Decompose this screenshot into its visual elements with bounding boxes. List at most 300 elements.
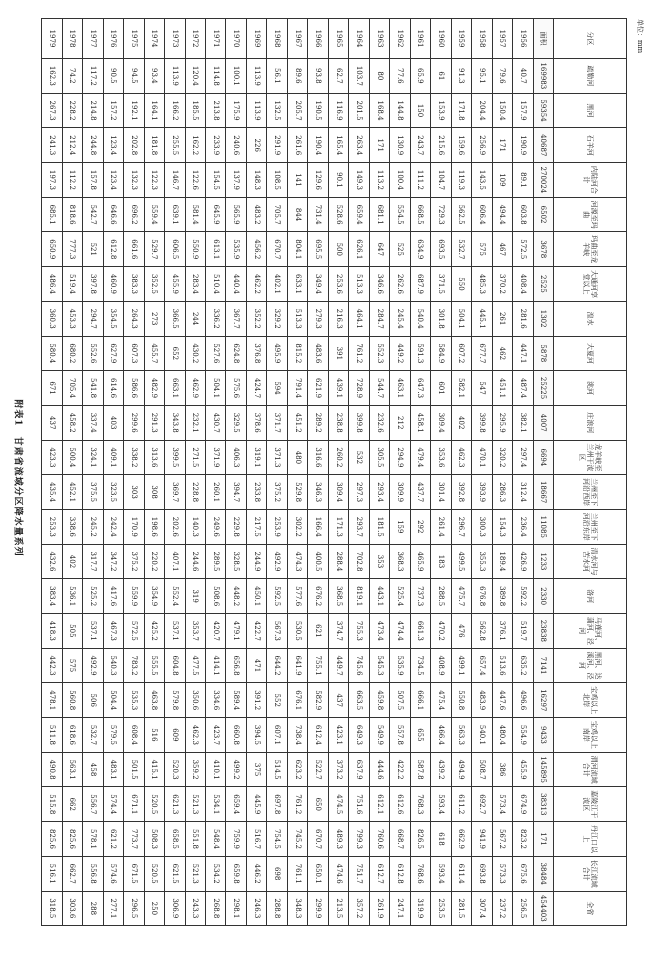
table-cell: 299.9 bbox=[308, 891, 328, 926]
table-cell: 237.2 bbox=[492, 891, 512, 926]
table-cell: 109 bbox=[492, 163, 512, 198]
table-cell: 93.4 bbox=[144, 59, 164, 94]
table-cell: 612.8 bbox=[103, 232, 123, 267]
table-cell: 318.5 bbox=[42, 891, 63, 926]
table-cell: 621 bbox=[308, 614, 328, 649]
table-cell: 693.8 bbox=[472, 856, 492, 891]
table-cell: 144.8 bbox=[390, 93, 410, 128]
table-cell: 534.2 bbox=[206, 856, 226, 891]
table-cell: 563.3 bbox=[451, 718, 471, 753]
table-cell: 455.9 bbox=[513, 752, 533, 787]
table-cell: 293.4 bbox=[369, 475, 389, 510]
header-cell: 河源至玛曲 bbox=[554, 197, 627, 232]
table-cell: 352.5 bbox=[144, 267, 164, 302]
table-cell: 420.7 bbox=[206, 614, 226, 649]
table-cell: 229.8 bbox=[226, 509, 246, 544]
table-cell: 113.9 bbox=[246, 59, 266, 94]
table-cell: 399.5 bbox=[165, 440, 185, 475]
table-cell: 23838 bbox=[533, 614, 553, 649]
table-cell: 393.9 bbox=[472, 475, 492, 510]
table-cell: 292 bbox=[410, 509, 430, 544]
table-cell: 289.5 bbox=[206, 544, 226, 579]
table-cell: 662.7 bbox=[62, 856, 82, 891]
header-cell: 洛河 bbox=[554, 579, 627, 614]
table-cell: 556.8 bbox=[83, 856, 103, 891]
header-cell: 大通河享堂以上 bbox=[554, 267, 627, 302]
table-cell: 297.4 bbox=[513, 440, 533, 475]
table-cell: 89.6 bbox=[287, 59, 307, 94]
table-cell: 171.3 bbox=[328, 509, 348, 544]
table-cell: 573.3 bbox=[492, 856, 512, 891]
table-cell: 394.7 bbox=[226, 475, 246, 510]
table-cell: 432.6 bbox=[42, 544, 63, 579]
table-cell: 676.1 bbox=[287, 683, 307, 718]
table-cell: 661.3 bbox=[410, 614, 430, 649]
table-cell: 480.4 bbox=[492, 718, 512, 753]
table-cell: 312.4 bbox=[513, 475, 533, 510]
table-cell: 489.3 bbox=[328, 822, 348, 857]
row-label: 1976 bbox=[103, 19, 123, 59]
table-cell: 455.7 bbox=[144, 336, 164, 371]
table-cell: 397.8 bbox=[83, 267, 103, 302]
header-cell: 宝鸡以上南岸 bbox=[554, 718, 627, 753]
table-cell: 336.2 bbox=[206, 301, 226, 336]
table-cell: 540.4 bbox=[410, 301, 430, 336]
table-cell: 117.2 bbox=[83, 59, 103, 94]
table-cell: 536.1 bbox=[62, 579, 82, 614]
table-cell: 261.4 bbox=[431, 509, 451, 544]
table-cell: 729.3 bbox=[431, 197, 451, 232]
table-cell: 575 bbox=[62, 648, 82, 683]
table-cell: 532.7 bbox=[451, 232, 471, 267]
table-cell: 94.5 bbox=[124, 59, 144, 94]
table-cell: 300.3 bbox=[472, 509, 492, 544]
table-cell: 244.9 bbox=[246, 544, 266, 579]
table-cell: 670.7 bbox=[267, 232, 287, 267]
table-cell: 80 bbox=[369, 59, 389, 94]
table-cell: 499.1 bbox=[451, 648, 471, 683]
table-cell: 567.2 bbox=[492, 822, 512, 857]
table-cell: 309.4 bbox=[328, 475, 348, 510]
table-cell: 761.2 bbox=[349, 336, 369, 371]
table-cell: 146.7 bbox=[165, 163, 185, 198]
table-cell: 373.2 bbox=[328, 752, 348, 787]
table-cell: 458.2 bbox=[62, 405, 82, 440]
table-cell: 232.6 bbox=[369, 405, 389, 440]
table-cell: 132.3 bbox=[124, 163, 144, 198]
table-cell: 680.2 bbox=[62, 336, 82, 371]
table-cell: 677.7 bbox=[472, 336, 492, 371]
table-cell: 483.9 bbox=[472, 683, 492, 718]
table-cell: 470.1 bbox=[472, 440, 492, 475]
table-cell: 573.4 bbox=[492, 787, 512, 822]
table-cell: 621.5 bbox=[165, 856, 185, 891]
table-cell: 494.9 bbox=[451, 752, 471, 787]
table-cell: 409.1 bbox=[103, 440, 123, 475]
table-cell: 149.3 bbox=[349, 163, 369, 198]
table-row bbox=[349, 19, 369, 926]
table-cell: 791.4 bbox=[287, 371, 307, 406]
table-cell: 267.3 bbox=[42, 93, 63, 128]
table-cell: 646.6 bbox=[103, 197, 123, 232]
table-cell: 301.8 bbox=[431, 301, 451, 336]
table-cell: 435.4 bbox=[42, 475, 63, 510]
table-cell: 697.8 bbox=[267, 787, 287, 822]
table-cell: 74.2 bbox=[62, 59, 82, 94]
table-cell: 463.8 bbox=[144, 683, 164, 718]
table-cell: 299.6 bbox=[124, 405, 144, 440]
table-cell: 556.7 bbox=[83, 787, 103, 822]
table-cell: 453.3 bbox=[62, 301, 82, 336]
table-cell: 317.7 bbox=[83, 544, 103, 579]
row-label: 1974 bbox=[144, 19, 164, 59]
table-cell: 530.5 bbox=[287, 614, 307, 649]
row-label: 1959 bbox=[451, 19, 471, 59]
table-cell: 204.4 bbox=[472, 93, 492, 128]
table-cell: 7141 bbox=[533, 648, 553, 683]
table-cell: 189.4 bbox=[492, 544, 512, 579]
table-cell: 818.6 bbox=[62, 197, 82, 232]
table-cell: 577.6 bbox=[287, 579, 307, 614]
table-cell: 122.6 bbox=[185, 163, 205, 198]
table-row bbox=[287, 19, 307, 926]
table-cell: 557.8 bbox=[390, 718, 410, 753]
header-cell: 嘉陵江干流区 bbox=[554, 787, 627, 822]
table-cell: 383.4 bbox=[42, 579, 63, 614]
table-cell: 641.9 bbox=[287, 648, 307, 683]
table-cell: 294.7 bbox=[83, 301, 103, 336]
table-cell: 562.5 bbox=[451, 197, 471, 232]
table-cell: 475.7 bbox=[451, 579, 471, 614]
table-cell: 825.6 bbox=[42, 822, 63, 857]
table-cell: 296.7 bbox=[451, 509, 471, 544]
table-cell: 734.5 bbox=[410, 648, 430, 683]
row-label: 1970 bbox=[226, 19, 246, 59]
table-cell: 93.8 bbox=[308, 59, 328, 94]
table-cell: 705.7 bbox=[267, 197, 287, 232]
table-cell: 143.5 bbox=[472, 163, 492, 198]
table-cell: 309.9 bbox=[390, 475, 410, 510]
table-cell: 670.7 bbox=[308, 822, 328, 857]
table-cell: 256.9 bbox=[472, 128, 492, 163]
table-cell: 623.2 bbox=[287, 752, 307, 787]
table-cell: 532.7 bbox=[83, 718, 103, 753]
table-cell: 270024 bbox=[533, 163, 553, 198]
table-cell: 400.5 bbox=[308, 544, 328, 579]
table-cell: 505 bbox=[62, 614, 82, 649]
table-cell: 415.1 bbox=[144, 752, 164, 787]
table-cell: 253.9 bbox=[267, 509, 287, 544]
table-cell: 614.6 bbox=[103, 371, 123, 406]
table-row bbox=[390, 19, 410, 926]
table-cell: 479.4 bbox=[410, 440, 430, 475]
table-cell: 123.4 bbox=[103, 128, 123, 163]
table-cell: 338.6 bbox=[62, 509, 82, 544]
table-cell: 745.2 bbox=[287, 822, 307, 857]
table-cell: 504.1 bbox=[451, 301, 471, 336]
unit-label: 单位：mm bbox=[636, 18, 644, 54]
table-cell: 375.5 bbox=[83, 475, 103, 510]
table-cell: 255.5 bbox=[165, 128, 185, 163]
table-cell: 284.7 bbox=[369, 301, 389, 336]
table-cell: 169983 bbox=[533, 59, 553, 94]
table-cell: 40687 bbox=[533, 128, 553, 163]
table-cell: 294.9 bbox=[390, 440, 410, 475]
table-cell: 671.1 bbox=[124, 787, 144, 822]
table-cell: 550.8 bbox=[451, 683, 471, 718]
table-cell: 402 bbox=[451, 405, 471, 440]
row-label: 1977 bbox=[83, 19, 103, 59]
table-cell: 238.8 bbox=[328, 405, 348, 440]
table-cell: 452.1 bbox=[62, 475, 82, 510]
header-cell: 石羊河 bbox=[554, 128, 627, 163]
table-cell: 626.1 bbox=[349, 232, 369, 267]
table-cell: 198.6 bbox=[144, 509, 164, 544]
table-cell: 375.2 bbox=[267, 475, 287, 510]
table-cell: 370.2 bbox=[492, 267, 512, 302]
table-cell: 242.4 bbox=[103, 509, 123, 544]
table-cell: 62.7 bbox=[328, 59, 348, 94]
table-cell: 389.8 bbox=[492, 579, 512, 614]
table-cell: 783.2 bbox=[124, 648, 144, 683]
table-cell: 552.3 bbox=[369, 336, 389, 371]
table-cell: 823.2 bbox=[513, 822, 533, 857]
table-cell: 212.4 bbox=[62, 128, 82, 163]
table-cell: 337.4 bbox=[83, 405, 103, 440]
table-cell: 738.4 bbox=[287, 718, 307, 753]
table-cell: 671 bbox=[42, 371, 63, 406]
table-cell: 612.6 bbox=[390, 787, 410, 822]
table-cell: 352.2 bbox=[246, 301, 266, 336]
table-cell: 61 bbox=[431, 59, 451, 94]
header-cell: 疏勒河 bbox=[554, 59, 627, 94]
table-cell: 513.3 bbox=[287, 301, 307, 336]
table-cell: 260.1 bbox=[206, 475, 226, 510]
table-cell: 89.1 bbox=[513, 163, 533, 198]
table-cell: 418.3 bbox=[42, 614, 63, 649]
table-cell: 584.9 bbox=[431, 336, 451, 371]
table-cell: 165.4 bbox=[328, 128, 348, 163]
table-cell: 346.3 bbox=[308, 475, 328, 510]
table-cell: 645.9 bbox=[206, 197, 226, 232]
table-cell: 467 bbox=[492, 232, 512, 267]
header-row bbox=[554, 19, 627, 926]
table-cell: 751.7 bbox=[349, 856, 369, 891]
table-row bbox=[226, 19, 246, 926]
row-label: 1964 bbox=[349, 19, 369, 59]
table-cell: 159.6 bbox=[451, 128, 471, 163]
table-cell: 650 bbox=[308, 787, 328, 822]
table-cell: 462 bbox=[492, 336, 512, 371]
table-cell: 59354 bbox=[533, 93, 553, 128]
table-cell: 114.8 bbox=[206, 59, 226, 94]
table-cell: 529.7 bbox=[144, 232, 164, 267]
header-cell: 兰州至下河沿西岸 bbox=[554, 475, 627, 510]
table-cell: 343.8 bbox=[165, 405, 185, 440]
table-cell: 613.1 bbox=[206, 232, 226, 267]
table-cell: 18667 bbox=[533, 475, 553, 510]
table-cell: 375.2 bbox=[124, 544, 144, 579]
row-label: 1979 bbox=[42, 19, 63, 59]
table-cell: 245.2 bbox=[83, 509, 103, 544]
header-cell: 黑河 bbox=[554, 93, 627, 128]
table-cell: 216.3 bbox=[328, 301, 348, 336]
table-cell: 537.1 bbox=[165, 614, 185, 649]
table-cell: 123.4 bbox=[103, 163, 123, 198]
header-cell: 宝鸡以上北岸 bbox=[554, 683, 627, 718]
table-cell: 288 bbox=[83, 891, 103, 926]
table-cell: 162.3 bbox=[42, 59, 63, 94]
table-cell: 681.1 bbox=[369, 197, 389, 232]
table-cell: 799.3 bbox=[349, 822, 369, 857]
table-cell: 91.3 bbox=[451, 59, 471, 94]
table-cell: 540.3 bbox=[103, 648, 123, 683]
table-cell: 755.1 bbox=[308, 648, 328, 683]
table-cell: 359.2 bbox=[185, 752, 205, 787]
table-cell: 516.7 bbox=[246, 822, 266, 857]
table-row bbox=[369, 19, 389, 926]
table-cell: 253.6 bbox=[328, 267, 348, 302]
table-cell: 157.9 bbox=[513, 93, 533, 128]
table-cell: 268.8 bbox=[206, 891, 226, 926]
table-cell: 479.1 bbox=[226, 614, 246, 649]
table-cell: 185.5 bbox=[185, 93, 205, 128]
table-cell: 582.1 bbox=[451, 371, 471, 406]
row-label: 1973 bbox=[165, 19, 185, 59]
table-cell: 100.1 bbox=[226, 59, 246, 94]
table-cell: 761.1 bbox=[287, 856, 307, 891]
table-cell: 668.7 bbox=[390, 822, 410, 857]
table-cell: 289.2 bbox=[308, 405, 328, 440]
table-cell: 652 bbox=[165, 336, 185, 371]
row-label: 1956 bbox=[513, 19, 533, 59]
table-cell: 319 bbox=[185, 579, 205, 614]
table-cell: 474.5 bbox=[328, 787, 348, 822]
table-cell: 376.8 bbox=[246, 336, 266, 371]
table-cell: 423.3 bbox=[42, 440, 63, 475]
table-cell: 183 bbox=[431, 544, 451, 579]
header-cell: 庄浪河 bbox=[554, 405, 627, 440]
table-cell: 145895 bbox=[533, 752, 553, 787]
table-cell: 159 bbox=[390, 509, 410, 544]
table-cell: 246.3 bbox=[246, 891, 266, 926]
table-cell: 371.9 bbox=[206, 440, 226, 475]
table-cell: 353.6 bbox=[431, 440, 451, 475]
table-cell: 6694 bbox=[533, 440, 553, 475]
row-label: 1957 bbox=[492, 19, 512, 59]
table-cell: 392.8 bbox=[451, 475, 471, 510]
table-cell: 656.8 bbox=[226, 648, 246, 683]
table-cell: 244.6 bbox=[185, 544, 205, 579]
table-cell: 371.5 bbox=[431, 267, 451, 302]
table-row bbox=[103, 19, 123, 926]
table-cell: 119.3 bbox=[451, 163, 471, 198]
table-cell: 368.3 bbox=[390, 544, 410, 579]
table-cell: 113.9 bbox=[165, 59, 185, 94]
table-cell: 804.1 bbox=[287, 232, 307, 267]
table-cell: 607.2 bbox=[451, 336, 471, 371]
table-cell: 521.3 bbox=[185, 856, 205, 891]
table-cell: 423.1 bbox=[328, 718, 348, 753]
table-row bbox=[451, 19, 471, 926]
table-cell: 537.1 bbox=[83, 614, 103, 649]
table-container bbox=[41, 18, 627, 926]
table-cell: 634.9 bbox=[410, 232, 430, 267]
header-cell: 全省 bbox=[554, 891, 627, 926]
table-cell: 504.1 bbox=[206, 371, 226, 406]
table-cell: 500 bbox=[328, 232, 348, 267]
table-cell: 587.8 bbox=[410, 752, 430, 787]
table-cell: 279.3 bbox=[308, 301, 328, 336]
table-cell: 103.7 bbox=[349, 59, 369, 94]
table-cell: 243.3 bbox=[185, 891, 205, 926]
table-cell: 728.9 bbox=[349, 371, 369, 406]
table-cell: 674.9 bbox=[513, 787, 533, 822]
table-cell: 190.5 bbox=[308, 93, 328, 128]
table-cell: 463.1 bbox=[390, 371, 410, 406]
table-row bbox=[308, 19, 328, 926]
table-cell: 250 bbox=[144, 891, 164, 926]
table-cell: 555.5 bbox=[144, 648, 164, 683]
table-cell: 490.8 bbox=[42, 752, 63, 787]
table-cell: 501.5 bbox=[124, 752, 144, 787]
table-cell: 675.6 bbox=[513, 856, 533, 891]
table-cell: 663.1 bbox=[165, 371, 185, 406]
table-row bbox=[410, 19, 430, 926]
table-cell: 402.1 bbox=[267, 267, 287, 302]
table-cell: 604.8 bbox=[165, 648, 185, 683]
table-cell: 513.6 bbox=[492, 648, 512, 683]
table-cell: 519.4 bbox=[62, 267, 82, 302]
table-cell: 171 bbox=[369, 128, 389, 163]
table-cell: 687.9 bbox=[410, 267, 430, 302]
table-cell: 181.5 bbox=[369, 509, 389, 544]
table-cell: 347.2 bbox=[103, 544, 123, 579]
table-cell: 698 bbox=[267, 856, 287, 891]
table-cell: 520.5 bbox=[144, 856, 164, 891]
table-cell: 354.9 bbox=[144, 579, 164, 614]
table-cell: 171 bbox=[492, 128, 512, 163]
table-cell: 162.2 bbox=[185, 128, 205, 163]
table-cell: 582.9 bbox=[308, 683, 328, 718]
table-cell: 306.9 bbox=[165, 891, 185, 926]
table-cell: 140.3 bbox=[185, 509, 205, 544]
table-row bbox=[206, 19, 226, 926]
table-cell: 671.5 bbox=[124, 856, 144, 891]
table-cell: 777.3 bbox=[62, 232, 82, 267]
table-cell: 263.4 bbox=[349, 128, 369, 163]
table-cell: 521 bbox=[83, 232, 103, 267]
table-cell: 154.5 bbox=[206, 163, 226, 198]
table-cell: 607.3 bbox=[124, 336, 144, 371]
table-cell: 609 bbox=[165, 718, 185, 753]
table-cell: 647 bbox=[369, 232, 389, 267]
table-cell: 511.8 bbox=[42, 718, 63, 753]
table-cell: 277.1 bbox=[103, 891, 123, 926]
table-cell: 607.1 bbox=[267, 718, 287, 753]
table-cell: 514.5 bbox=[267, 752, 287, 787]
table-cell: 499.5 bbox=[451, 544, 471, 579]
table-cell: 462.3 bbox=[451, 440, 471, 475]
table-cell: 403 bbox=[103, 405, 123, 440]
header-cell: 渭河流域合计 bbox=[554, 752, 627, 787]
table-cell: 157.2 bbox=[103, 93, 123, 128]
table-cell: 612.1 bbox=[369, 787, 389, 822]
row-label: 1962 bbox=[390, 19, 410, 59]
row-label: 1967 bbox=[287, 19, 307, 59]
table-cell: 181.8 bbox=[144, 128, 164, 163]
table-cell: 705.4 bbox=[62, 371, 82, 406]
